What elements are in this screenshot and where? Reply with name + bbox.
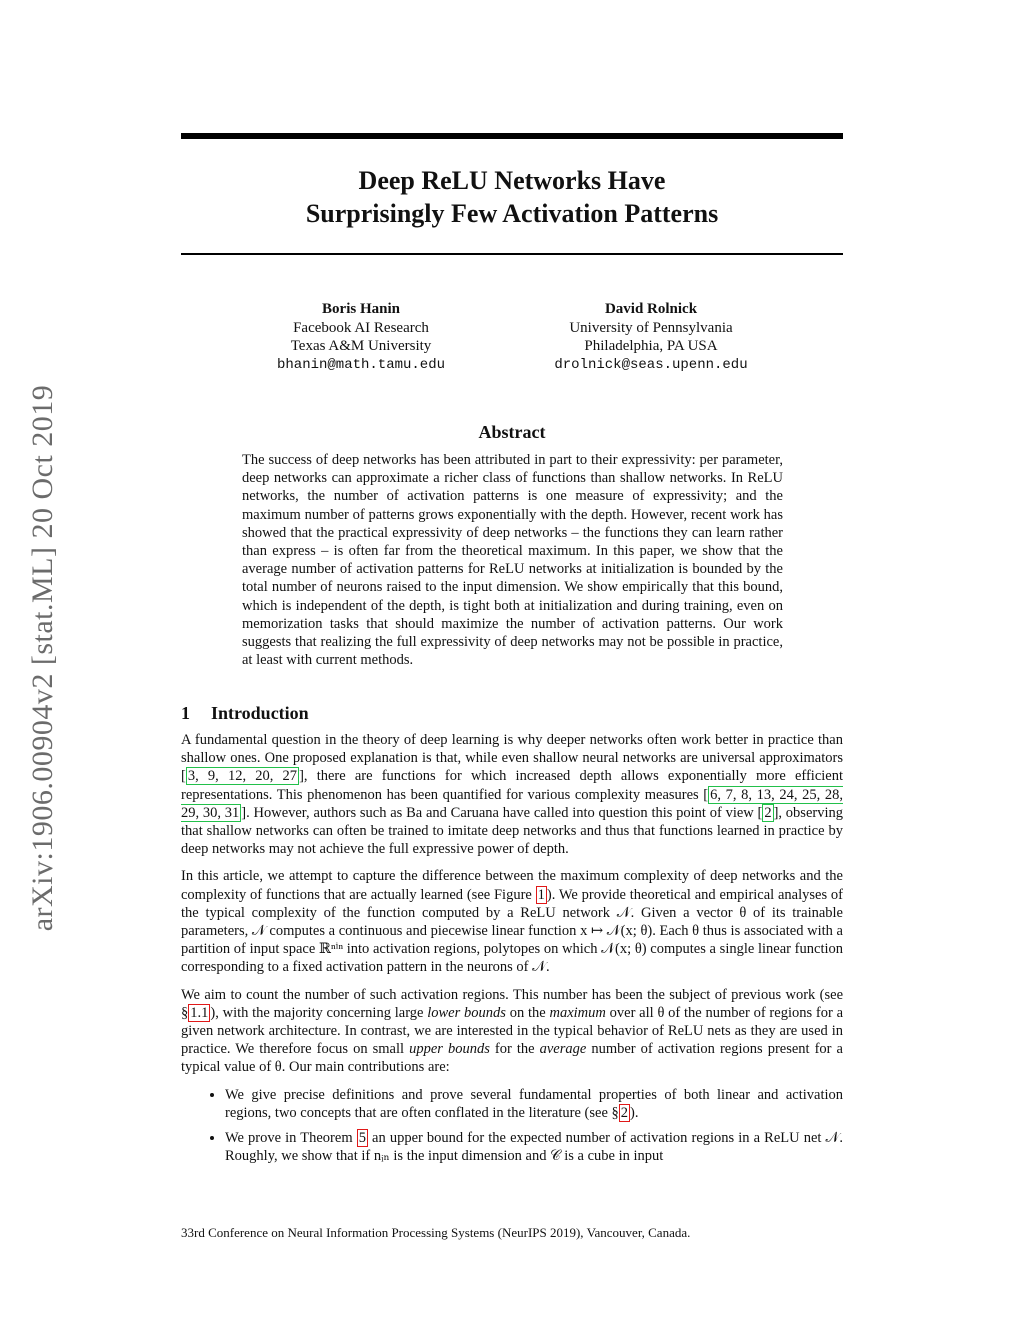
- emphasis: average: [539, 1041, 587, 1058]
- introduction-body: [181, 731, 843, 1172]
- citation-link[interactable]: 2: [764, 804, 772, 821]
- section-heading-introduction: [181, 703, 309, 724]
- emphasis: upper bounds: [409, 1041, 490, 1058]
- section-reference-link[interactable]: 1.1: [190, 1004, 209, 1021]
- section-reference-link[interactable]: 2: [620, 1104, 629, 1121]
- title-line-2: Surprisingly Few Activation Patterns: [305, 199, 719, 228]
- section-title: Introduction: [211, 703, 309, 723]
- text-run: ]. However, authors such as Ba and Caruana have called into question this point of view [: [241, 804, 763, 821]
- title-bottom-rule: [181, 253, 843, 255]
- title-top-rule: [181, 133, 843, 139]
- text-run: ).: [630, 1104, 639, 1121]
- list-item: [225, 1129, 843, 1165]
- author-name: David Rolnick: [604, 301, 698, 317]
- title-line-1: Deep ReLU Networks Have: [358, 166, 666, 195]
- section-number: 1: [181, 703, 190, 723]
- author-affiliation: Facebook AI Research: [293, 319, 429, 336]
- conference-footnote: 33rd Conference on Neural Information Processing Systems (NeurIPS 2019), Vancouver, Canada.: [181, 1225, 691, 1240]
- arxiv-identifier: arXiv:1906.00904v2 [stat.ML] 20 Oct 2019: [26, 384, 59, 932]
- text-run: We give precise definitions and prove several fundamental properties of both linear and activation regions, two concepts that are often conflated in the literature (see §: [225, 1086, 843, 1121]
- author-affiliation: Texas A&M University: [290, 338, 432, 354]
- paragraph: [181, 867, 843, 976]
- abstract-text: The success of deep networks has been attributed in part to their expressivity: per parameter, deep networks can approximate a richer class of functions than shallow networks. In ReLU networks, the number of activation patterns is one measure of expressivity; and the maximum number of patterns grows exponentially with the depth. However, recent work has showed that the practical expressivity of deep networks – the functions they can learn rather than express – is often far from the theoretical maximum. In this paper, we show that the average number of activation patterns for ReLU networks at initialization is bounded by the total number of neurons raised to the input dimension. We show empirically that this bound, which is independent of the depth, is tight both at initialization and during training, even on memorization tasks that should maximize the number of activation patterns. Our work suggests that realizing the full expressivity of deep networks may not be possible in practice, at least with current methods.: [242, 452, 783, 669]
- text-run: for the: [489, 1041, 540, 1058]
- author-block-1: [211, 300, 511, 374]
- emphasis: lower bounds: [427, 1004, 506, 1021]
- text-run: number of activation regions present for a typical value of θ. Our main contributions are:: [181, 1041, 843, 1076]
- text-run: on the: [505, 1004, 550, 1021]
- paragraph: [181, 986, 843, 1077]
- text-run: ), with the majority concerning large: [210, 1004, 428, 1021]
- text-run: ], there are functions for which increased depth allows exponentially more efficient representations. This phenomenon has been quantified for various complexity measures [: [181, 768, 844, 803]
- author-affiliation: Philadelphia, PA USA: [584, 338, 718, 354]
- text-run: ], observing that shallow networks can often be trained to imitate deep networks and thus that functions learned in practice by deep networks may not achieve the full expressive power of depth.: [181, 804, 843, 858]
- text-run: over all θ of the number of regions for a given network architecture. In contrast, we are interested in the typical behavior of ReLU nets as they are used in practice. We therefore focus on small: [181, 1004, 844, 1058]
- author-email[interactable]: drolnick@seas.upenn.edu: [554, 356, 748, 373]
- author-block-2: [501, 300, 801, 374]
- text-run: ). We provide theoretical and empirical analyses of the typical complexity of the function computed by a ReLU network 𝒩. Given a vector θ of its trainable parameters, 𝒩 computes a continuous and piecewise linear function x ↦ 𝒩(x; θ). Each θ thus is associated with a partition of input space ℝⁿⁱⁿ into activation regions, polytopes on which 𝒩(x; θ) computes a single linear function corresponding to a fixed activation pattern in the neurons of 𝒩.: [181, 886, 843, 976]
- text-run: We prove in Theorem: [225, 1130, 357, 1147]
- author-affiliation: University of Pennsylvania: [569, 319, 733, 336]
- text-run: A fundamental question in the theory of deep learning is why deeper networks often work better in practice than shallow ones. One proposed explanation is that, while even shallow neural networks are universal approximators [: [181, 732, 843, 785]
- list-item: [225, 1086, 843, 1122]
- author-email[interactable]: bhanin@math.tamu.edu: [276, 356, 446, 373]
- author-name: Boris Hanin: [322, 301, 400, 317]
- citation-link[interactable]: 3, 9, 12, 20, 27: [187, 768, 298, 785]
- theorem-reference-link[interactable]: 5: [358, 1130, 366, 1147]
- text-run: We aim to count the number of such activation regions. This number has been the subject of previous work (see §: [181, 986, 843, 1021]
- emphasis: maximum: [549, 1004, 606, 1021]
- contributions-list: [181, 1086, 843, 1166]
- text-run: an upper bound for the expected number of activation regions in a ReLU net 𝒩. Roughly, we show that if nᵢₙ is the input dimension and 𝒞 is a cube in input: [225, 1130, 844, 1165]
- text-run: In this article, we attempt to capture the difference between the maximum complexity of deep networks and the complexity of functions that are actually learned (see Figure: [181, 868, 843, 903]
- figure-reference-link[interactable]: 1: [537, 886, 545, 903]
- paragraph: [181, 731, 843, 858]
- abstract-heading: Abstract: [478, 422, 546, 442]
- paper-title: [181, 164, 843, 230]
- citation-link[interactable]: 6, 7, 8, 13, 24, 25, 28, 29, 30, 31: [181, 786, 843, 821]
